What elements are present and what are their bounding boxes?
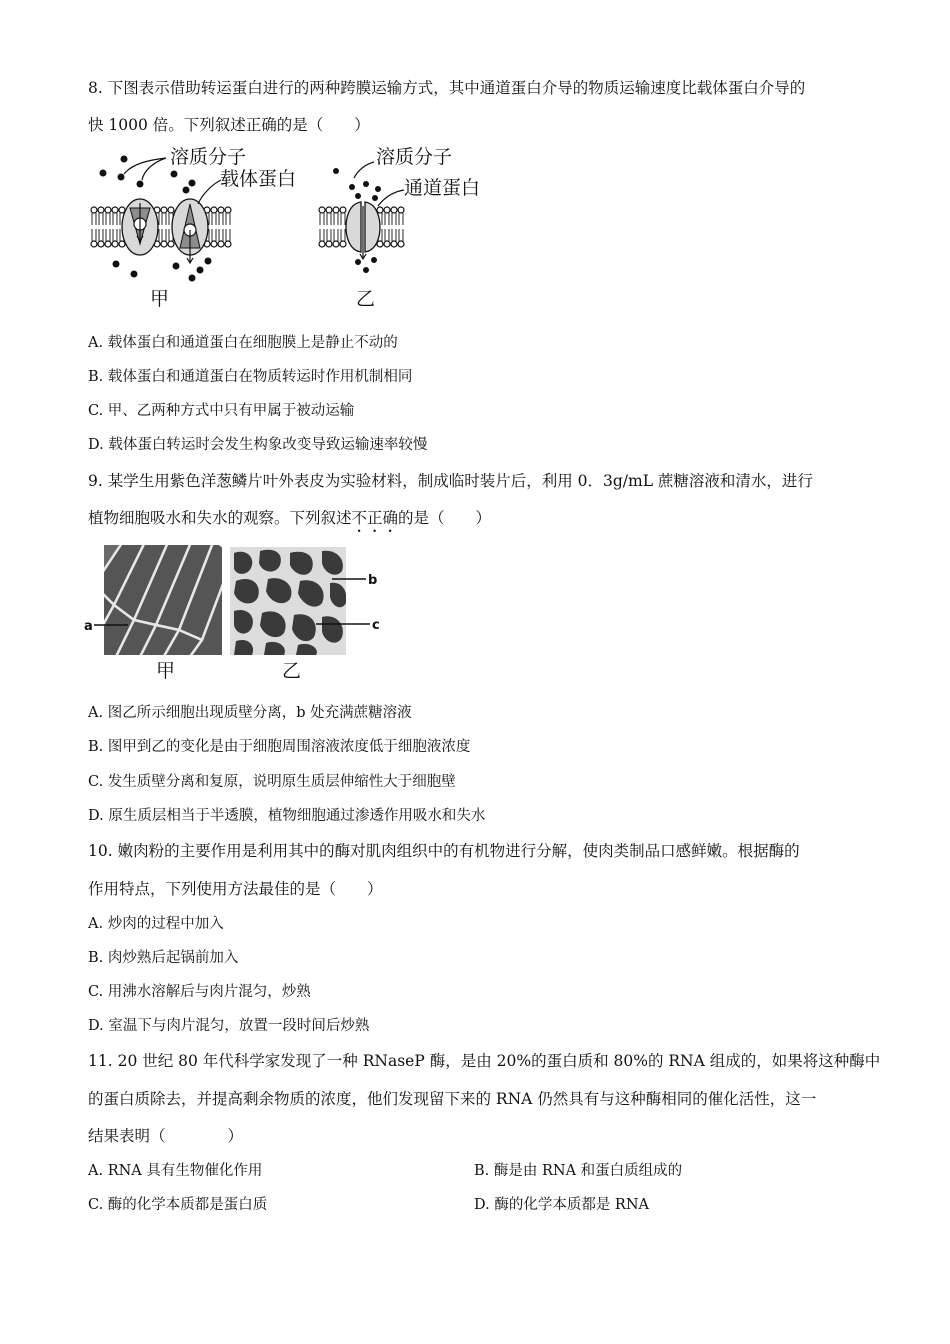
panel-label-yi: 乙 (356, 288, 376, 310)
solute-molecule-label-yi: 溶质分子 (376, 146, 453, 168)
q11-option-a: A. RNA 具有生物催化作用 (88, 1163, 263, 1179)
micrograph-yi (230, 547, 346, 655)
q11-option-b: B. 酶是由 RNA 和蛋白质组成的 (474, 1163, 683, 1179)
label-b: b (368, 573, 378, 588)
q8-option-a: A. 载体蛋白和通道蛋白在细胞膜上是静止不动的 (88, 335, 398, 351)
q9-plasmolysis-micrographs (84, 545, 394, 685)
micrograph-jia (92, 545, 234, 665)
carrier-panel-jia (91, 146, 296, 310)
q9-option-d: D. 原生质层相当于半透膜，植物细胞通过渗透作用吸水和失水 (88, 808, 486, 824)
label-a: a (84, 619, 93, 634)
q10-option-d: D. 室温下与肉片混匀，放置一段时间后炒熟 (88, 1018, 370, 1034)
q8-stem-line2: 快 1000 倍。下列叙述正确的是（ ） (88, 116, 370, 134)
q9-stem-line1: 9. 某学生用紫色洋葱鳞片叶外表皮为实验材料，制成临时装片后，利用 0．3g/mL 蔗糖溶液和清水，进行 (88, 472, 813, 490)
label-c: c (372, 618, 380, 633)
q11-option-d: D. 酶的化学本质都是 RNA (474, 1197, 650, 1213)
q11-option-c: C. 酶的化学本质都是蛋白质 (88, 1197, 268, 1213)
carrier-protein-2 (172, 199, 208, 263)
panel-label-yi-q9: 乙 (282, 660, 302, 682)
q9-stem-line2 (88, 507, 491, 536)
q8-option-c: C. 甲、乙两种方式中只有甲属于被动运输 (88, 403, 355, 419)
solute-molecule-label-jia: 溶质分子 (170, 146, 247, 168)
q8-option-b: B. 载体蛋白和通道蛋白在物质转运时作用机制相同 (88, 369, 413, 385)
q9-stem-line2-post: 的是（ ） (398, 509, 492, 527)
channel-panel-yi (319, 146, 480, 310)
q8-membrane-transport-figure (86, 140, 506, 315)
carrier-protein-1 (122, 199, 158, 255)
q9-emphasis-not-correct: 不正确 (351, 509, 399, 527)
channel-protein (346, 202, 380, 259)
q8-option-d: D. 载体蛋白转运时会发生构象改变导致运输速率较慢 (88, 437, 428, 453)
q10-stem-line2: 作用特点，下列使用方法最佳的是（ ） (88, 880, 383, 898)
q9-option-b: B. 图甲到乙的变化是由于细胞周围溶液浓度低于细胞液浓度 (88, 739, 471, 755)
panel-label-jia-q9: 甲 (156, 660, 176, 682)
q8-stem-line1: 8. 下图表示借助转运蛋白进行的两种跨膜运输方式，其中通道蛋白介导的物质运输速度比载体蛋白介导的 (88, 79, 806, 97)
q11-stem-line1: 11. 20 世纪 80 年代科学家发现了一种 RNaseP 酶，是由 20%的蛋白质和 80%的 RNA 组成的，如果将这种酶中 (88, 1052, 881, 1070)
q10-stem-line1: 10. 嫩肉粉的主要作用是利用其中的酶对肌肉组织中的有机物进行分解，使肉类制品口感鲜嫩。根据酶的 (88, 842, 800, 860)
q9-stem-line2-pre: 植物细胞吸水和失水的观察。下列叙述 (88, 509, 352, 527)
q9-option-c: C. 发生质壁分离和复原，说明原生质层伸缩性大于细胞壁 (88, 774, 456, 790)
q10-option-a: A. 炒肉的过程中加入 (88, 916, 224, 932)
q10-option-b: B. 肉炒熟后起锅前加入 (88, 950, 239, 966)
q11-stem-line3: 结果表明（ ） (88, 1127, 244, 1145)
q9-option-a: A. 图乙所示细胞出现质壁分离，b 处充满蔗糖溶液 (88, 705, 412, 721)
channel-protein-label: 通道蛋白 (404, 177, 481, 199)
q11-stem-line2: 的蛋白质除去，并提高剩余物质的浓度，他们发现留下来的 RNA 仍然具有与这种酶相同的催化活性，这一 (88, 1090, 817, 1108)
q10-option-c: C. 用沸水溶解后与肉片混匀，炒熟 (88, 984, 311, 1000)
carrier-protein-label: 载体蛋白 (220, 168, 297, 190)
panel-label-jia: 甲 (150, 288, 170, 310)
